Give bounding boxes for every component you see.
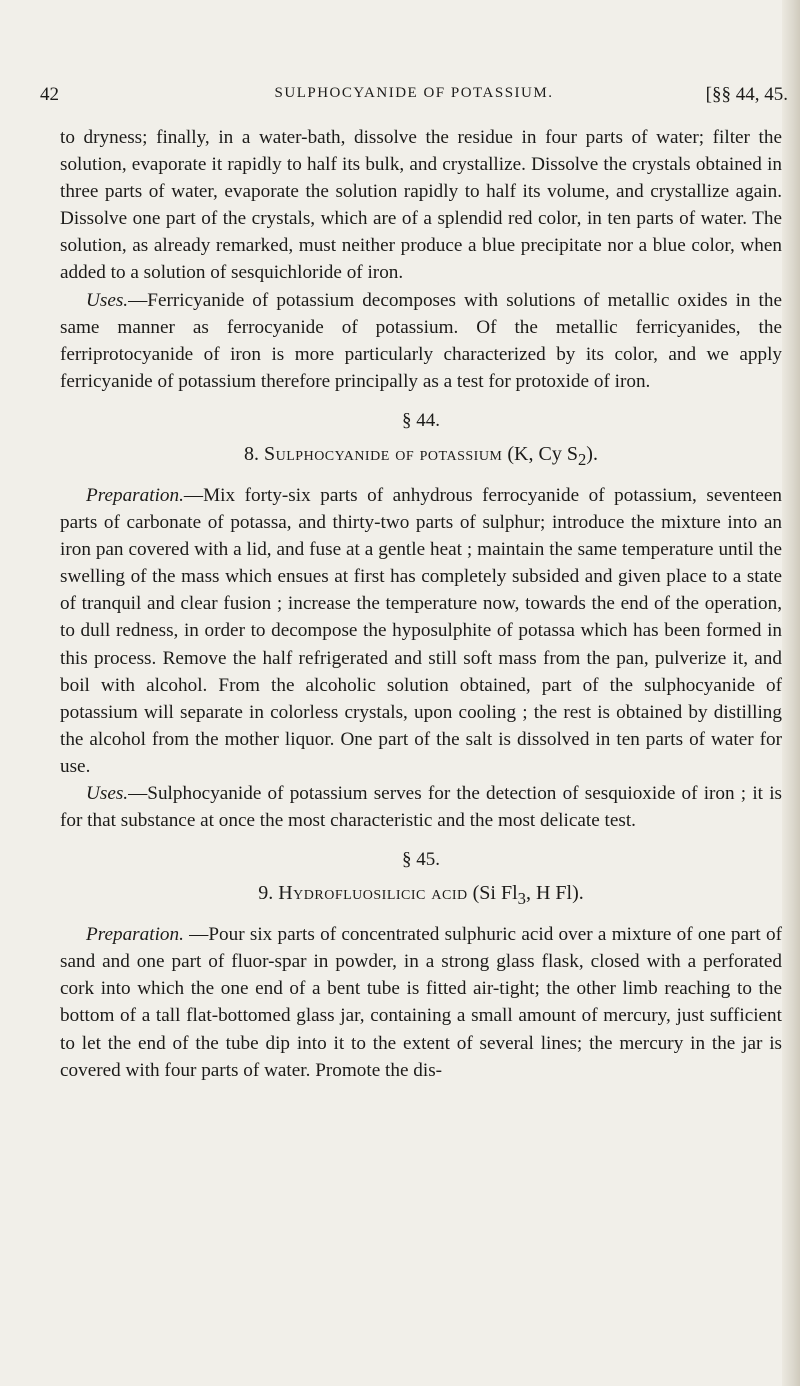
page-edge <box>782 0 800 1386</box>
heading-formula: (Si Fl <box>472 882 518 905</box>
formula-subscript: 2 <box>577 449 587 469</box>
uses-label: Uses. <box>86 289 129 311</box>
heading-number: 9. <box>258 882 274 905</box>
heading-formula-end: , H Fl). <box>525 882 584 905</box>
running-title: SULPHOCYANIDE OF POTASSIUM. <box>274 85 554 101</box>
heading-number: 8. <box>244 442 260 465</box>
paragraph-uses-sulphocyanide <box>60 780 782 834</box>
heading-title: Sulphocyanide of potassium <box>264 442 503 465</box>
paragraph-uses-ferricyanide <box>60 287 782 395</box>
uses-text: —Ferricyanide of potassium decomposes with solutions of metallic oxides in the same manner as ferrocyanide of potassium. Of the metallic ferricyanides, the ferriprotocyanide of iron is more particularly characterized by its color, and we apply ferricyanide of potassium therefore principally as a test for protoxide of iron. <box>60 289 782 392</box>
paragraph-continued: to dryness; finally, in a water-bath, dissolve the residue in four parts of water; filter the solution, evaporate it rapidly to half its bulk, and crystallize. Dissolve the crystals obtained in three parts of water, evaporate the solution rapidly to half its volume, and crystallize again. Dissolve one part of the crystals, which are of a splendid red color, in ten parts of water. The solution, as already remarked, must neither produce a blue precipitate nor a blue color, when added to a solution of sesquichloride of iron. <box>60 127 782 284</box>
page-body <box>60 124 782 1084</box>
preparation-text: —Pour six parts of concentrated sulphuric acid over a mixture of one part of sand and one part of fluor-spar in powder, in a strong glass flask, closed with a perforated cork into which the one end of a bent tube is fitted air-tight; the other limb reaching to the bottom of a tall flat-bottomed glass jar, containing a small amount of mercury, just sufficient to let the end of the tube dip into it to the extent of several lines; the mercury in the jar is covered with four parts of water. Promote the dis- <box>60 924 782 1081</box>
preparation-text: —Mix forty-six parts of anhydrous ferrocyanide of potassium, seventeen parts of carbonate of potassa, and thirty-two parts of sulphur; introduce the mixture into an iron pan covered with a lid, and fuse at a gentle heat ; maintain the same temperature until the swelling of the mass which ensues at first has completely subsided and given place to a state of tranquil and clear fusion ; increase the temperature now, towards the end of the operation, to dull redness, in order to decompose the hyposulphite of potassa which has been formed in this process. Remove the half refrigerated and still soft mass from the pan, pulverize it, and boil with alcohol. From the alcoholic solution obtained, part of the sulphocyanide of potassium will separate in colorless crystals, upon cooling ; the rest is obtained by distilling the alcohol from the mother liquor. One part of the salt is dissolved in ten parts of water for use. <box>60 484 782 777</box>
page-number: 42 <box>40 84 59 105</box>
heading-title: Hydrofluosilicic acid <box>278 882 468 905</box>
heading-formula-end: ). <box>586 442 598 465</box>
section-45-heading <box>60 879 782 913</box>
section-44-heading <box>60 440 782 474</box>
running-header <box>40 84 788 110</box>
section-44-marker: § 44. <box>402 409 440 431</box>
paragraph-preparation-sulphocyanide <box>60 482 782 780</box>
heading-formula: (K, Cy S <box>507 442 578 465</box>
section-45-marker: § 45. <box>402 849 440 871</box>
preparation-label: Preparation. <box>86 484 184 506</box>
formula-subscript: 3 <box>517 889 526 909</box>
uses-label: Uses. <box>86 782 129 804</box>
paragraph-preparation-hydrofluosilicic <box>60 921 782 1084</box>
preparation-label: Preparation. <box>86 924 184 946</box>
uses-text: —Sulphocyanide of potassium serves for the detection of sesquioxide of iron ; it is for that substance at once the most characteristic and the most delicate test. <box>60 782 782 832</box>
section-reference: [§§ 44, 45. <box>705 84 788 105</box>
